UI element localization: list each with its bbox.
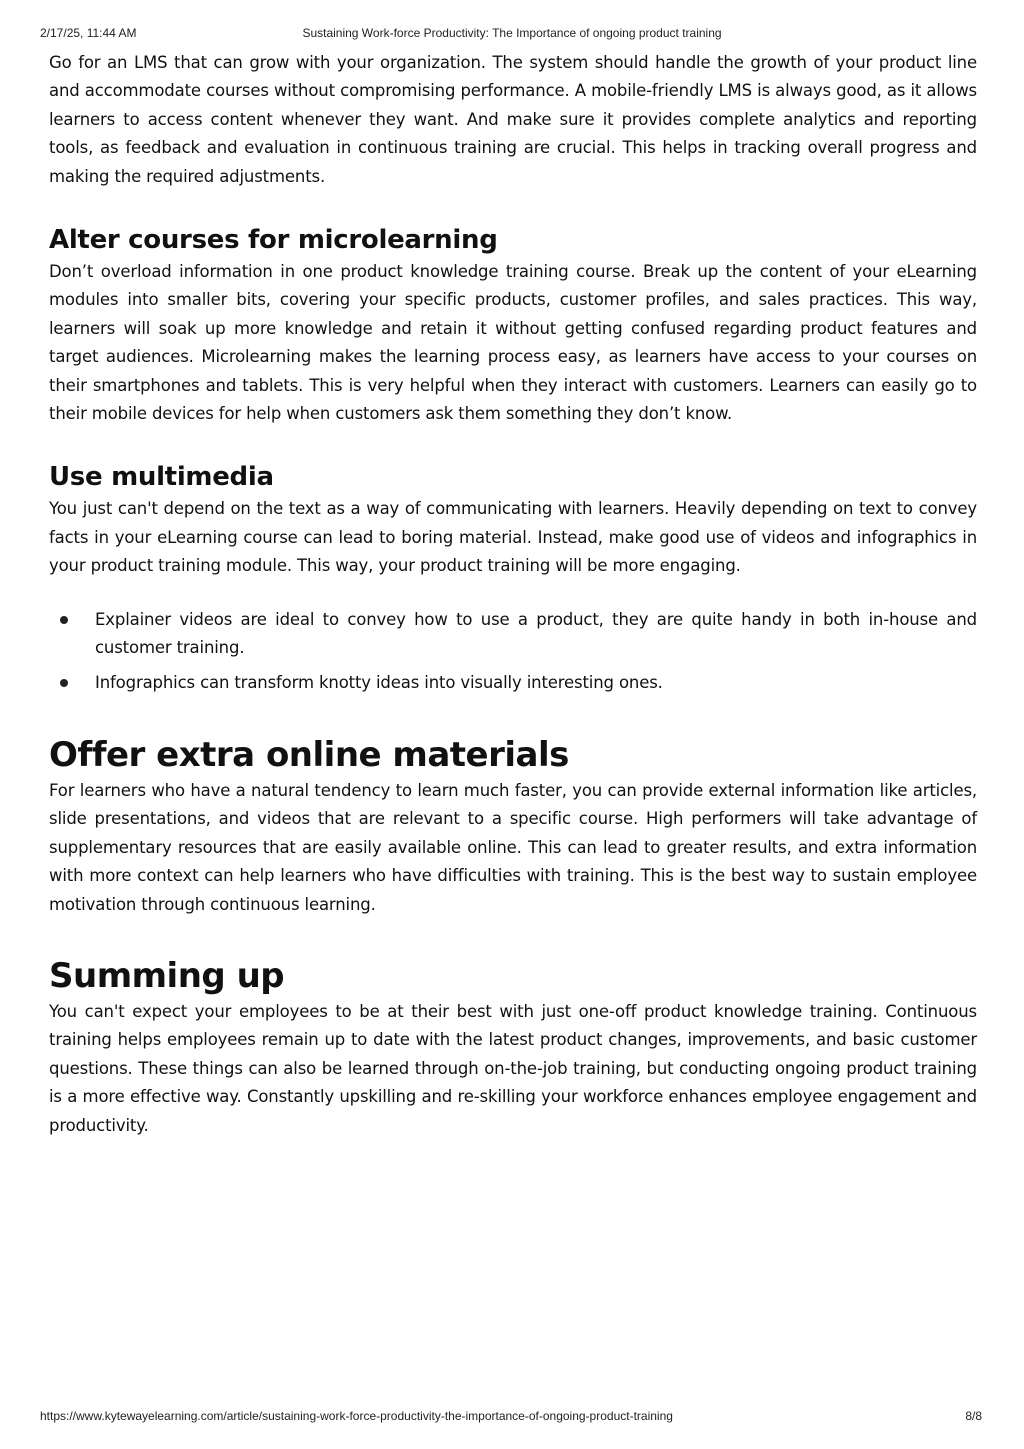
page-number: 8/8: [965, 1409, 982, 1423]
heading-online-materials: Offer extra online materials: [49, 734, 569, 775]
list-item: [49, 606, 977, 663]
list-item: [49, 669, 977, 697]
page-url: https://www.kytewayelearning.com/article/sustaining-work-force-productivity-the-importance-of-ongoing-product-training: [40, 1409, 673, 1423]
print-footer: [0, 1409, 1024, 1425]
paragraph-microlearning: Don’t overload information in one product knowledge training course. Break up the content of your eLearning modules into smaller bits, covering your specific products, customer profiles, and sales practices. This way, learners will soak up more knowledge and retain it without getting confused regarding product features and target audiences. Microlearning makes the learning process easy, as learners have access to your courses on their smartphones and tablets. This is very helpful when they interact with customers. Learners can easily go to their mobile devices for help when customers ask them something they don’t know.: [49, 262, 977, 424]
paragraph-multimedia: You just can't depend on the text as a way of communicating with learners. Heavily depending on text to convey facts in your eLearning course can lead to boring material. Instead, make good use of videos and infographics in your product training module. This way, your product training will be more engaging.: [49, 499, 977, 576]
print-doc-title: Sustaining Work-force Productivity: The Importance of ongoing product training: [302, 26, 722, 40]
paragraph-summing-up: You can't expect your employees to be at their best with just one-off product knowledge training. Continuous training helps employees remain up to date with the latest product changes, improvements, and basic customer questions. These things can also be learned through on-the-job training, but conducting ongoing product training is a more effective way. Constantly upskilling and re-skilling your workforce enhances employee engagement and productivity.: [49, 1001, 977, 1135]
list-item-text: Infographics can transform knotty ideas into visually interesting ones.: [95, 672, 663, 692]
paragraph-online-materials: For learners who have a natural tendency to learn much faster, you can provide external information like articles, slide presentations, and videos that are relevant to a specific course. High performers will take advantage of supplementary resources that are easily available online. This can lead to greater results, and extra information with more context can help learners who have difficulties with training. This is the best way to sustain employee motivation through continuous learning.: [49, 780, 977, 914]
list-item-text: Explainer videos are ideal to convey how to use a product, they are quite handy in both in-house and customer training.: [95, 609, 977, 658]
intro-paragraph: Go for an LMS that can grow with your organization. The system should handle the growth of your product line and accommodate courses without compromising performance. A mobile-friendly LMS is always good, as it allows learners to access content whenever they want. And make sure it provides complete analytics and reporting tools, as feedback and evaluation in continuous training are crucial. This helps in tracking overall progress and making the required adjustments.: [49, 53, 977, 186]
heading-multimedia: Use multimedia: [49, 462, 274, 493]
bullet-dot-icon: [60, 679, 68, 687]
print-header: [0, 26, 1024, 42]
multimedia-bullet-list: [49, 606, 977, 697]
article-content: [49, 49, 977, 1140]
heading-microlearning: Alter courses for microlearning: [49, 225, 498, 256]
print-datetime: 2/17/25, 11:44 AM: [40, 26, 137, 40]
bullet-dot-icon: [60, 616, 68, 624]
heading-summing-up: Summing up: [49, 955, 285, 996]
